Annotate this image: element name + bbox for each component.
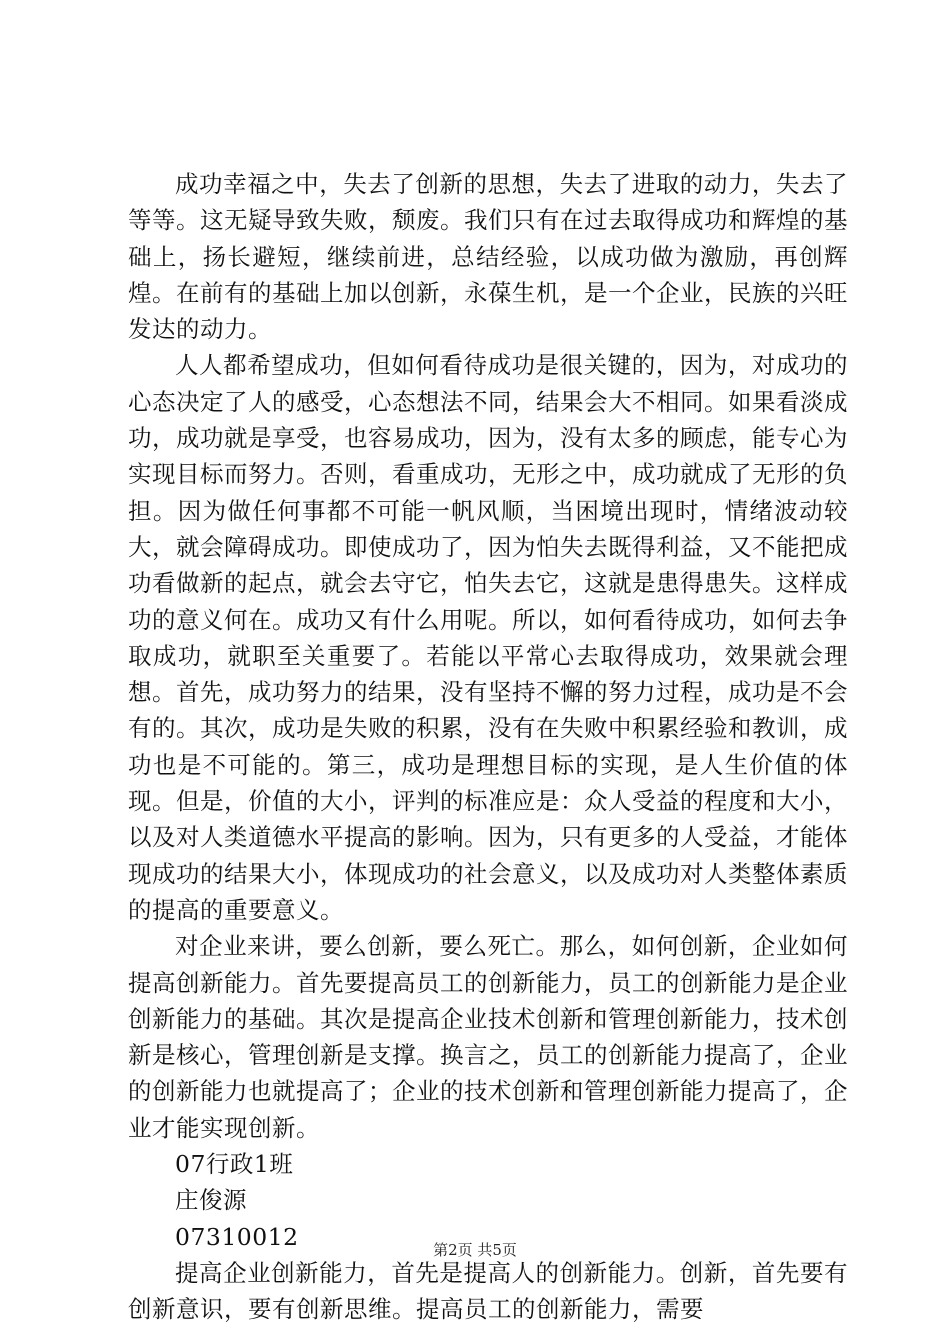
- paragraph-3: 对企业来讲，要么创新，要么死亡。那么，如何创新，企业如何提高创新能力。首先要提高员工的创新能力，员工的创新能力是企业创新能力的基础。其次是提高企业技术创新和管理创新能力，技术创新是核心，管理创新是支撑。换言之，员工的创新能力提高了，企业的创新能力也就提高了；企业的技术创新和管理创新能力提高了，企业才能实现创新。: [128, 932, 848, 1142]
- author-class: 07行政1班: [175, 1150, 294, 1179]
- paragraph-2: 人人都希望成功，但如何看待成功是很关键的，因为，对成功的心态决定了人的感受，心态想法不同，结果会大不相同。如果看淡成功，成功就是享受，也容易成功，因为，没有太多的顾虑，能专心为实现目标而努力。否则，看重成功，无形之中，成功就成了无形的负担。因为做任何事都不可能一帆风顺，当困境出现时，情绪波动较大，就会障碍成功。即使成功了，因为怕失去既得利益，又不能把成功看做新的起点，就会去守它，怕失去它，这就是患得患失。这样成功的意义何在。成功又有什么用呢。所以，如何看待成功，如何去争取成功，就职至关重要了。若能以平常心去取得成功，效果就会理想。首先，成功努力的结果，没有坚持不懈的努力过程，成功是不会有的。其次，成功是失败的积累，没有在失败中积累经验和教训，成功也是不可能的。第三，成功是理想目标的实现，是人生价值的体现。但是，价值的大小，评判的标准应是：众人受益的程度和大小，以及对人类道德水平提高的影响。因为，只有更多的人受益，才能体现成功的结果大小，体现成功的社会意义，以及成功对人类整体素质的提高的重要意义。: [128, 351, 848, 924]
- paragraph-1: 成功幸福之中，失去了创新的思想，失去了进取的动力，失去了等等。这无疑导致失败，颓废。我们只有在过去取得成功和辉煌的基础上，扬长避短，继续前进，总结经验，以成功做为激励，再创辉煌。在前有的基础上加以创新，永葆生机，是一个企业，民族的兴旺发达的动力。: [128, 170, 848, 344]
- document-body: [128, 166, 848, 1328]
- page-footer: 第2页 共5页: [433, 1241, 517, 1259]
- author-id: 07310012: [175, 1222, 299, 1251]
- author-name: 庄俊源: [175, 1186, 247, 1215]
- closing-paragraph: 提高企业创新能力，首先是提高人的创新能力。创新，首先要有创新意识，要有创新思维。提高员工的创新能力，需要: [128, 1258, 848, 1324]
